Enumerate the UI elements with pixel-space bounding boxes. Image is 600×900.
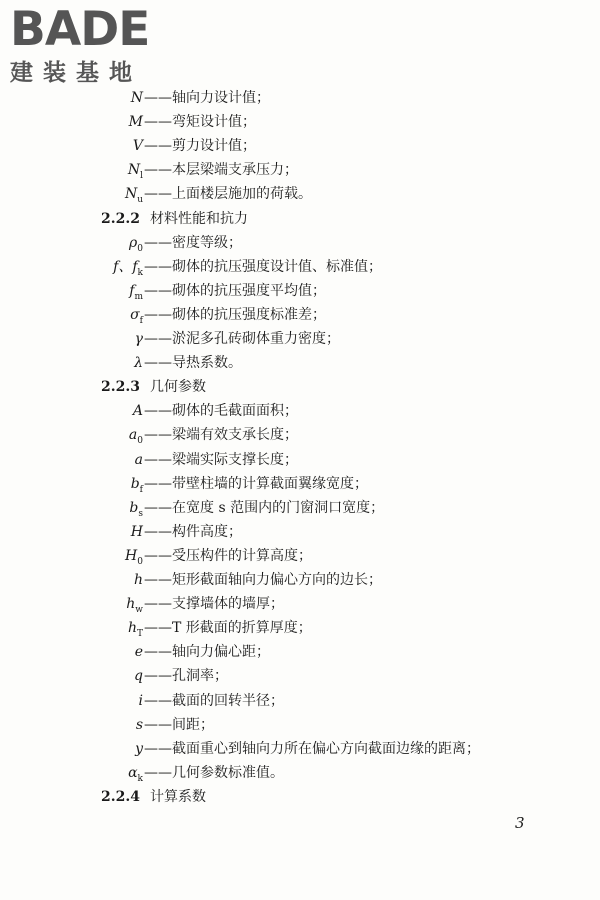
symbol-description: ——轴向力偏心距；: [144, 644, 270, 661]
symbol: $N_u$: [124, 186, 143, 206]
symbol-definition: [0, 399, 600, 423]
symbol-definition: [0, 664, 600, 688]
symbol: $\alpha_k$: [128, 764, 143, 784]
symbol-definition: [0, 448, 600, 472]
symbol-definition: [0, 158, 600, 182]
symbol-description: ——梁端有效支承长度；: [144, 427, 298, 444]
symbol-description: ——弯矩设计值；: [144, 114, 256, 131]
symbol-description: ——支撑墙体的墙厚；: [144, 596, 284, 613]
symbol-subscript: 0: [137, 243, 143, 254]
symbol-definition: [0, 351, 600, 375]
symbol-subscript: f: [139, 484, 143, 495]
symbol-description: ——轴向力设计值；: [144, 90, 270, 106]
symbol-subscript: s: [138, 508, 143, 519]
symbol-subscript: l: [140, 171, 143, 182]
symbol-description: ——孔洞率；: [144, 668, 228, 685]
symbol-subscript: f: [139, 315, 143, 326]
symbol: $H_0$: [125, 547, 143, 567]
symbol-description: ——密度等级；: [144, 234, 242, 251]
symbol: $a_0$: [128, 427, 143, 447]
symbol-description: ——在宽度 s 范围内的门窗洞口宽度；: [144, 499, 385, 516]
symbol-definition: [0, 423, 600, 447]
logo-wordmark: BADE: [10, 2, 150, 57]
symbol-definition: [0, 761, 600, 785]
symbol-subscript: u: [137, 195, 143, 206]
section-heading: [101, 375, 206, 399]
symbol: $N_l$: [127, 162, 143, 182]
symbol: $\sigma_f$: [130, 306, 143, 326]
symbol: e: [134, 644, 143, 661]
symbol-description: ——带壁柱墙的计算截面翼缘宽度；: [144, 475, 368, 492]
symbol: s: [135, 716, 143, 733]
symbol-subscript: k: [137, 773, 143, 784]
symbol-definition: [0, 640, 600, 664]
section-title: 材料性能和抗力: [149, 210, 248, 227]
symbol: h: [133, 572, 143, 588]
symbol-description: ——淤泥多孔砖砌体重力密度；: [144, 331, 340, 347]
symbol-description: ——T 形截面的折算厚度；: [144, 620, 312, 637]
symbol-description: ——上面楼层施加的荷载。: [144, 186, 312, 203]
symbol-definition: [0, 496, 600, 520]
symbol-definition: [0, 520, 600, 544]
symbol: $b_f$: [130, 475, 143, 495]
symbol: N: [130, 90, 143, 106]
symbol-subscript: 0: [137, 436, 143, 447]
symbol: $h_w$: [126, 596, 143, 615]
section-title: 计算系数: [149, 788, 206, 805]
symbol-subscript: T: [136, 628, 143, 639]
symbol-description: ——砌体的抗压强度平均值；: [144, 282, 326, 299]
symbol: M: [128, 114, 143, 131]
symbol-description: ——导热系数。: [144, 355, 242, 372]
symbol-subscript: 0: [137, 556, 143, 567]
symbol-definition: [0, 327, 600, 351]
symbol-description: ——矩形截面轴向力偏心方向的边长；: [144, 572, 382, 588]
symbol: A: [132, 403, 143, 420]
symbol-definition: [0, 713, 600, 737]
symbol: f、$f_k$: [113, 258, 143, 278]
section-number: 2.2.3: [101, 379, 140, 396]
symbol-description: ——砌体的抗压强度标准差；: [144, 306, 326, 323]
symbol: γ: [134, 331, 143, 347]
symbol-description: ——截面的回转半径；: [144, 692, 284, 709]
symbol: $b_s$: [129, 499, 143, 519]
symbol-definition: [0, 592, 600, 616]
symbol: $\rho_0$: [129, 234, 143, 254]
symbol: $h_T$: [127, 620, 143, 639]
section-title: 几何参数: [149, 379, 206, 396]
symbol-definition: [0, 472, 600, 496]
symbol-definition: [0, 255, 600, 279]
section-number: 2.2.4: [101, 788, 140, 805]
symbol: a: [134, 451, 143, 468]
symbol-subscript: k: [137, 267, 143, 278]
symbol-definition: [0, 134, 600, 158]
symbol-definition: [0, 86, 600, 110]
symbol-definition: [0, 303, 600, 327]
symbol-description: ——梁端实际支撑长度；: [144, 451, 298, 468]
section-number: 2.2.2: [101, 210, 140, 227]
symbol: $f_m$: [129, 282, 143, 302]
symbol-definition: [0, 182, 600, 206]
logo-subtitle: 建装基地: [10, 60, 142, 86]
symbol: y: [135, 740, 143, 757]
bade-logo: [10, 4, 149, 87]
symbol-description: ——截面重心到轴向力所在偏心方向截面边缘的距离；: [144, 740, 480, 757]
symbol-definition: [0, 279, 600, 303]
symbol-description: ——间距；: [144, 716, 214, 733]
symbol-description: ——本层梁端支承压力；: [144, 162, 298, 179]
symbol: i: [138, 692, 143, 709]
symbol-subscript: m: [134, 291, 143, 302]
symbol-description: ——砌体的毛截面面积；: [144, 403, 298, 420]
symbol: λ: [134, 355, 143, 372]
symbol: H: [130, 523, 143, 540]
symbol-description: ——砌体的抗压强度设计值、标准值；: [144, 258, 382, 275]
symbol-definition: [0, 568, 600, 592]
section-heading: [101, 785, 206, 809]
symbol-definition: [0, 544, 600, 568]
symbol-description: ——剪力设计值；: [144, 138, 256, 155]
section-heading: [101, 207, 248, 231]
symbol: q: [134, 668, 143, 685]
symbol-definition: [0, 689, 600, 713]
symbol-description: ——几何参数标准值。: [144, 764, 284, 781]
symbol: V: [132, 138, 143, 155]
symbol-definition: [0, 616, 600, 640]
page-number: 3: [515, 814, 525, 832]
symbol-definition: [0, 231, 600, 255]
symbol-description: ——受压构件的计算高度；: [144, 547, 312, 564]
symbol-description: ——构件高度；: [144, 523, 242, 540]
symbol-definition: [0, 737, 600, 761]
symbol-definition: [0, 110, 600, 134]
symbol-subscript: w: [135, 604, 143, 615]
